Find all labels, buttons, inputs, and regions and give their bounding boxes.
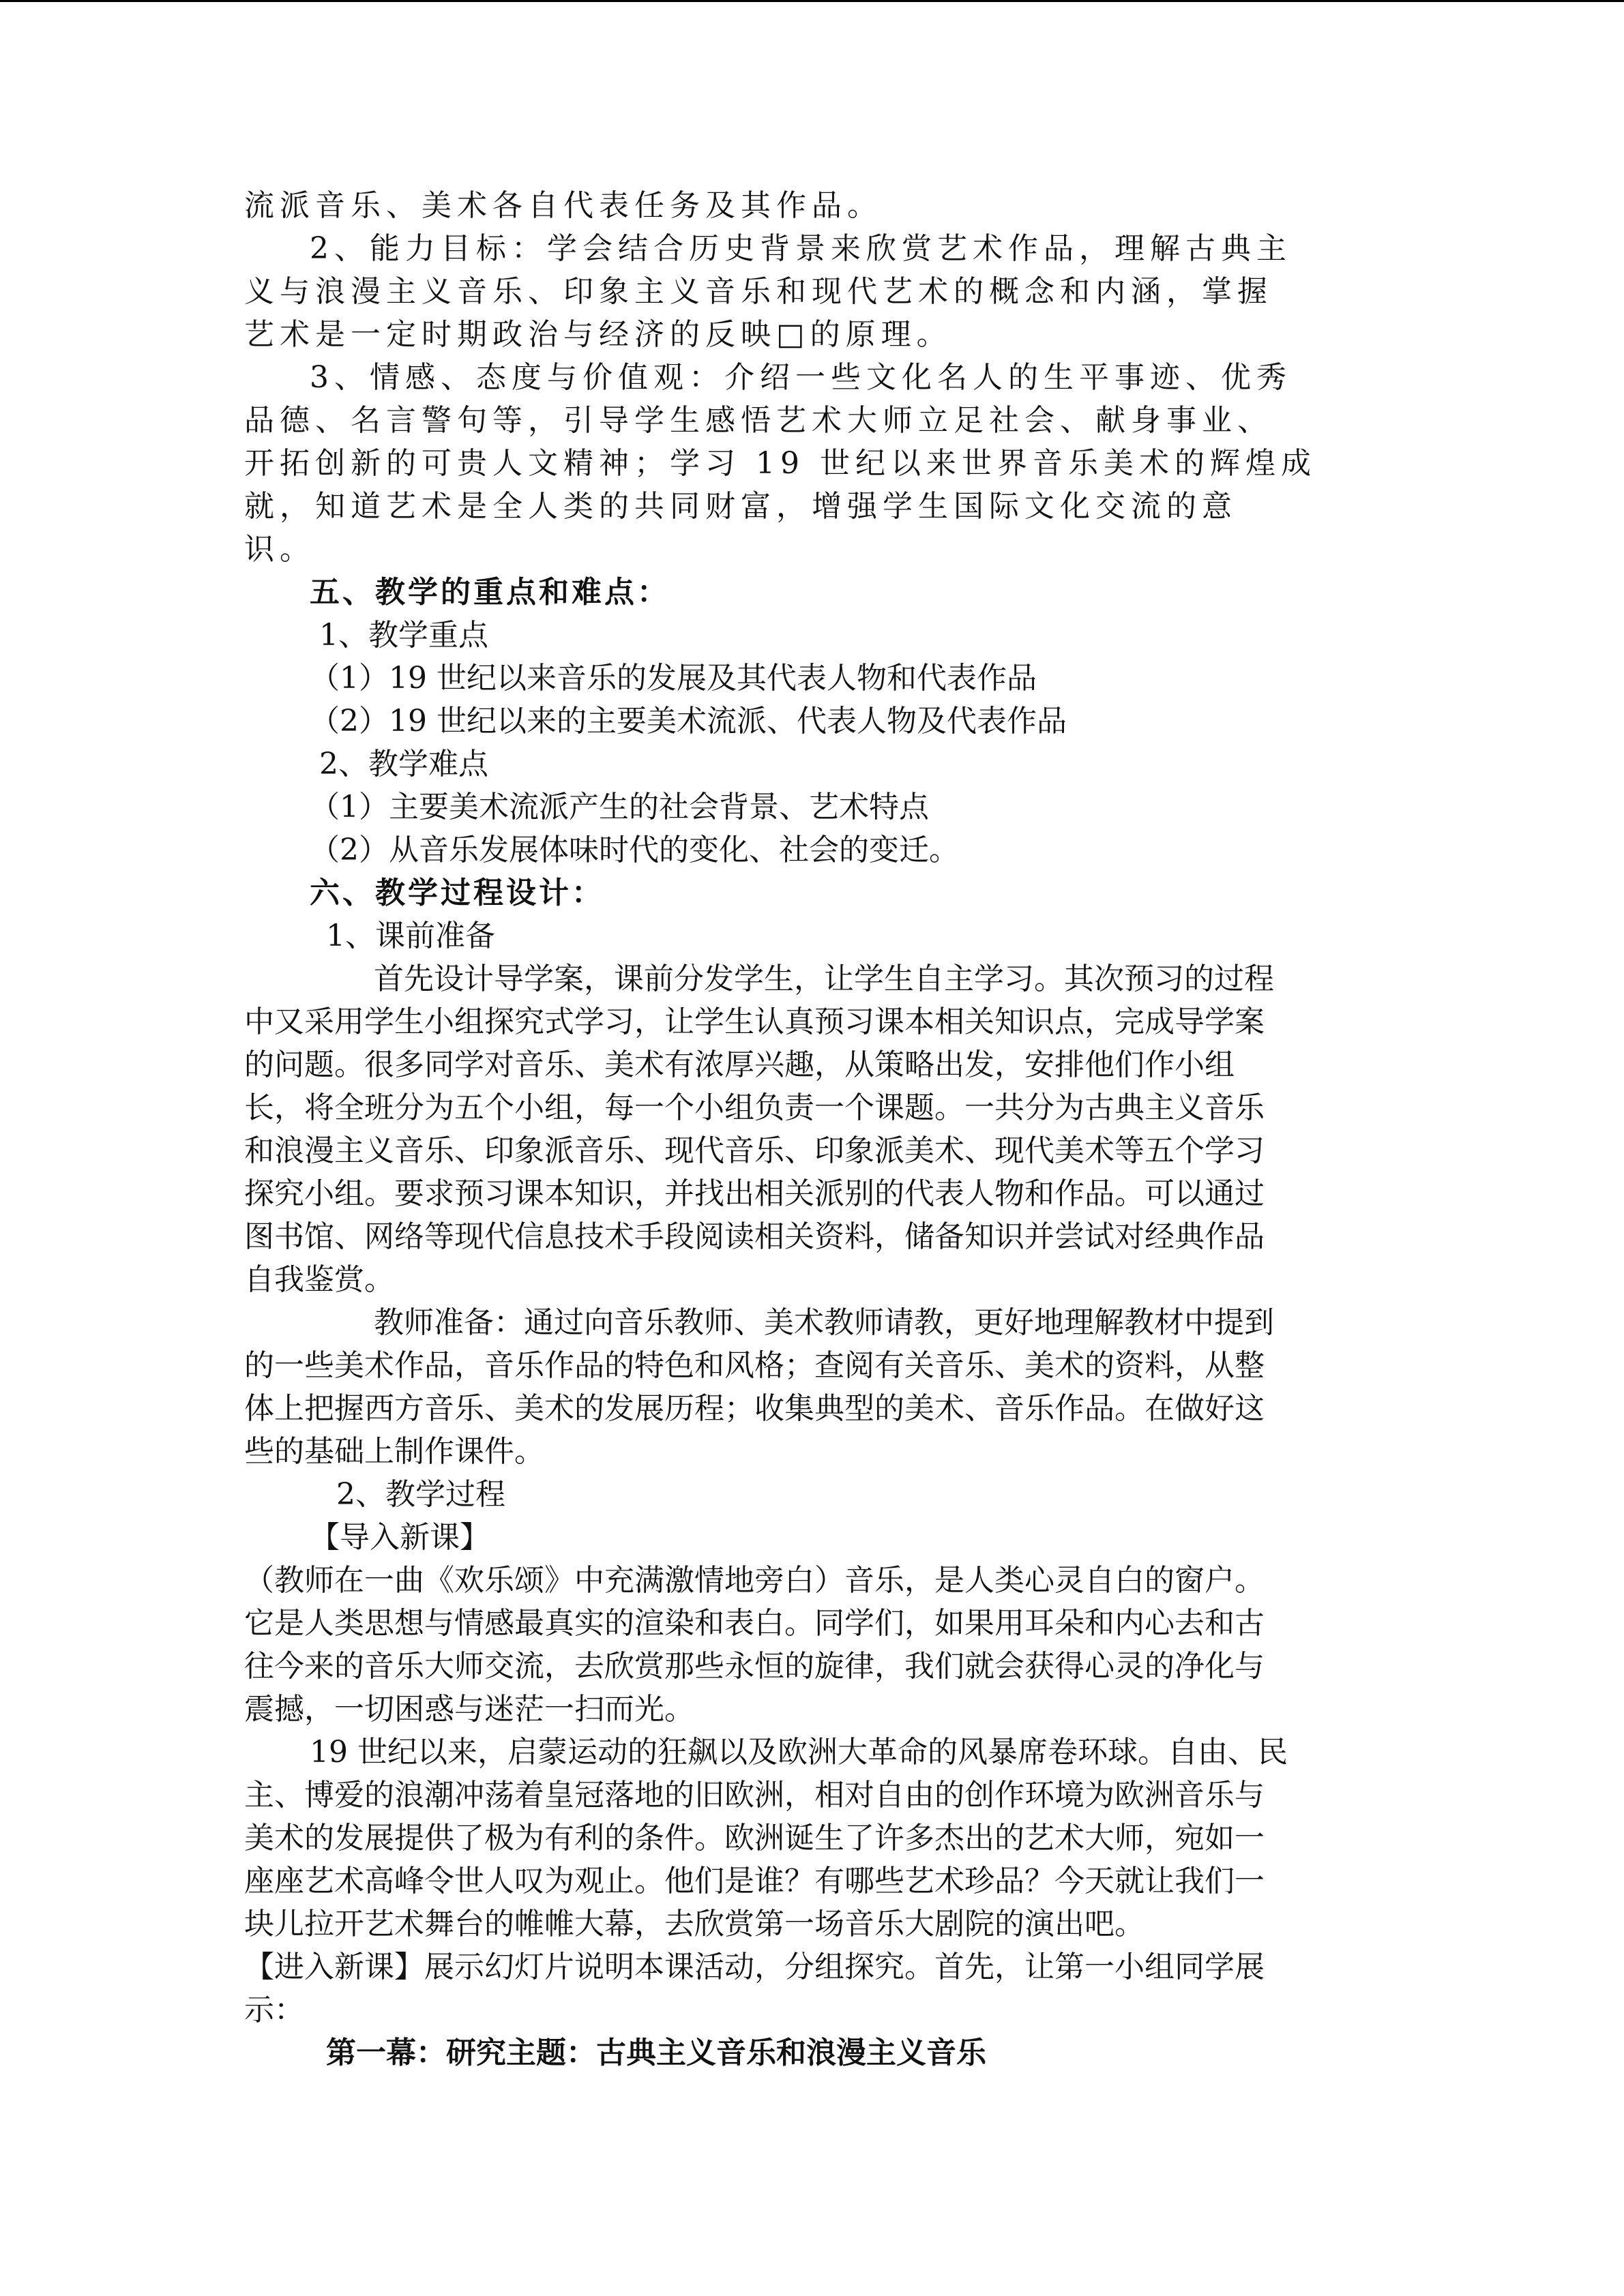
text-line: 示： (244, 1993, 304, 2027)
list-item: （1）19 世纪以来音乐的发展及其代表人物和代表作品 (310, 661, 1037, 696)
text-line: 美术的发展提供了极为有利的条件。欧洲诞生了许多杰出的艺术大师，宛如一 (244, 1821, 1265, 1855)
text-line: 19 世纪以来，启蒙运动的狂飙以及欧洲大革命的风暴席卷环球。自由、民 (310, 1735, 1288, 1770)
text-line: 首先设计导学案，课前分发学生，让学生自主学习。其次预习的过程 (374, 961, 1274, 996)
text-line: 开拓创新的可贵人文精神；学习 19 世纪以来世界音乐美术的辉煌成 (244, 446, 1316, 481)
page-top-border (0, 0, 1624, 2)
text-line: 义与浪漫主义音乐、印象主义音乐和现代艺术的概念和内涵，掌握 (244, 274, 1273, 309)
text-line: 1、教学重点 (319, 618, 488, 653)
text-line: 它是人类思想与情感最真实的渲染和表白。同学们，如果用耳朵和内心去和古 (244, 1606, 1265, 1641)
text-line: 教师准备：通过向音乐教师、美术教师请教，更好地理解教材中提到 (374, 1305, 1274, 1340)
text-line: 2、教学过程 (336, 1477, 505, 1512)
text-line: 的一些美术作品，音乐作品的特色和风格；查阅有关音乐、美术的资料，从整 (244, 1348, 1265, 1383)
list-item: （2）19 世纪以来的主要美术流派、代表人物及代表作品 (310, 704, 1067, 739)
text-line: 的问题。很多同学对音乐、美术有浓厚兴趣，从策略出发，安排他们作小组 (244, 1047, 1235, 1082)
text-line: 【导入新课】 (310, 1520, 490, 1555)
text-line: 探究小组。要求预习课本知识，并找出相关派别的代表人物和作品。可以通过 (244, 1176, 1265, 1211)
text-line: 识。 (244, 532, 315, 567)
act-heading: 第一幕：研究主题：古典主义音乐和浪漫主义音乐 (326, 2036, 986, 2070)
text-line: 中又采用学生小组探究式学习，让学生认真预习课本相关知识点，完成导学案 (244, 1004, 1265, 1039)
text-line: 3、情感、态度与价值观：介绍一些文化名人的生平事迹、优秀 (310, 360, 1292, 395)
text-line: 图书馆、网络等现代信息技术手段阅读相关资料，储备知识并尝试对经典作品 (244, 1219, 1265, 1254)
text-line: （教师在一曲《欢乐颂》中充满激情地旁白）音乐，是人类心灵自白的窗户。 (244, 1563, 1265, 1598)
section-heading: 六、教学过程设计： (310, 876, 604, 910)
text-line: 些的基础上制作课件。 (244, 1434, 544, 1469)
text-line: 2、能力目标：学会结合历史背景来欣赏艺术作品，理解古典主 (310, 231, 1292, 266)
text-line: 主、博爱的浪潮冲荡着皇冠落地的旧欧洲，相对自由的创作环境为欧洲音乐与 (244, 1778, 1265, 1813)
list-item: （1）主要美术流派产生的社会背景、艺术特点 (310, 790, 929, 824)
text-line: 长，将全班分为五个小组，每一个小组负责一个课题。一共分为古典主义音乐 (244, 1090, 1265, 1125)
text-line: 和浪漫主义音乐、印象派音乐、现代音乐、印象派美术、现代美术等五个学习 (244, 1133, 1265, 1168)
section-heading: 五、教学的重点和难点： (310, 575, 670, 610)
text-line: 往今来的音乐大师交流，去欣赏那些永恒的旋律，我们就会获得心灵的净化与 (244, 1649, 1265, 1684)
text-line: 自我鉴赏。 (244, 1262, 394, 1297)
text-line: 2、教学难点 (319, 747, 488, 781)
text-line: 艺术是一定时期政治与经济的反映□的原理。 (244, 317, 952, 352)
text-line: 【进入新课】展示幻灯片说明本课活动，分组探究。首先，让第一小组同学展 (244, 1950, 1265, 1984)
text-line: 1、课前准备 (326, 919, 495, 953)
text-line: 就，知道艺术是全人类的共同财富，增强学生国际文化交流的意 (244, 489, 1237, 524)
text-line: 体上把握西方音乐、美术的发展历程；收集典型的美术、音乐作品。在做好这 (244, 1391, 1265, 1426)
document-page (244, 184, 1370, 2074)
text-line: 震撼，一切困惑与迷茫一扫而光。 (244, 1692, 694, 1727)
list-item: （2）从音乐发展体味时代的变化、社会的变迁。 (310, 833, 959, 867)
text-line: 座座艺术高峰令世人叹为观止。他们是谁？有哪些艺术珍品？今天就让我们一 (244, 1864, 1265, 1898)
text-line: 块儿拉开艺术舞台的帷帷大幕，去欣赏第一场音乐大剧院的演出吧。 (244, 1907, 1145, 1941)
text-line: 流派音乐、美术各自代表任务及其作品。 (244, 188, 883, 223)
text-line: 品德、名言警句等，引导学生感悟艺术大师立足社会、献身事业、 (244, 403, 1273, 438)
